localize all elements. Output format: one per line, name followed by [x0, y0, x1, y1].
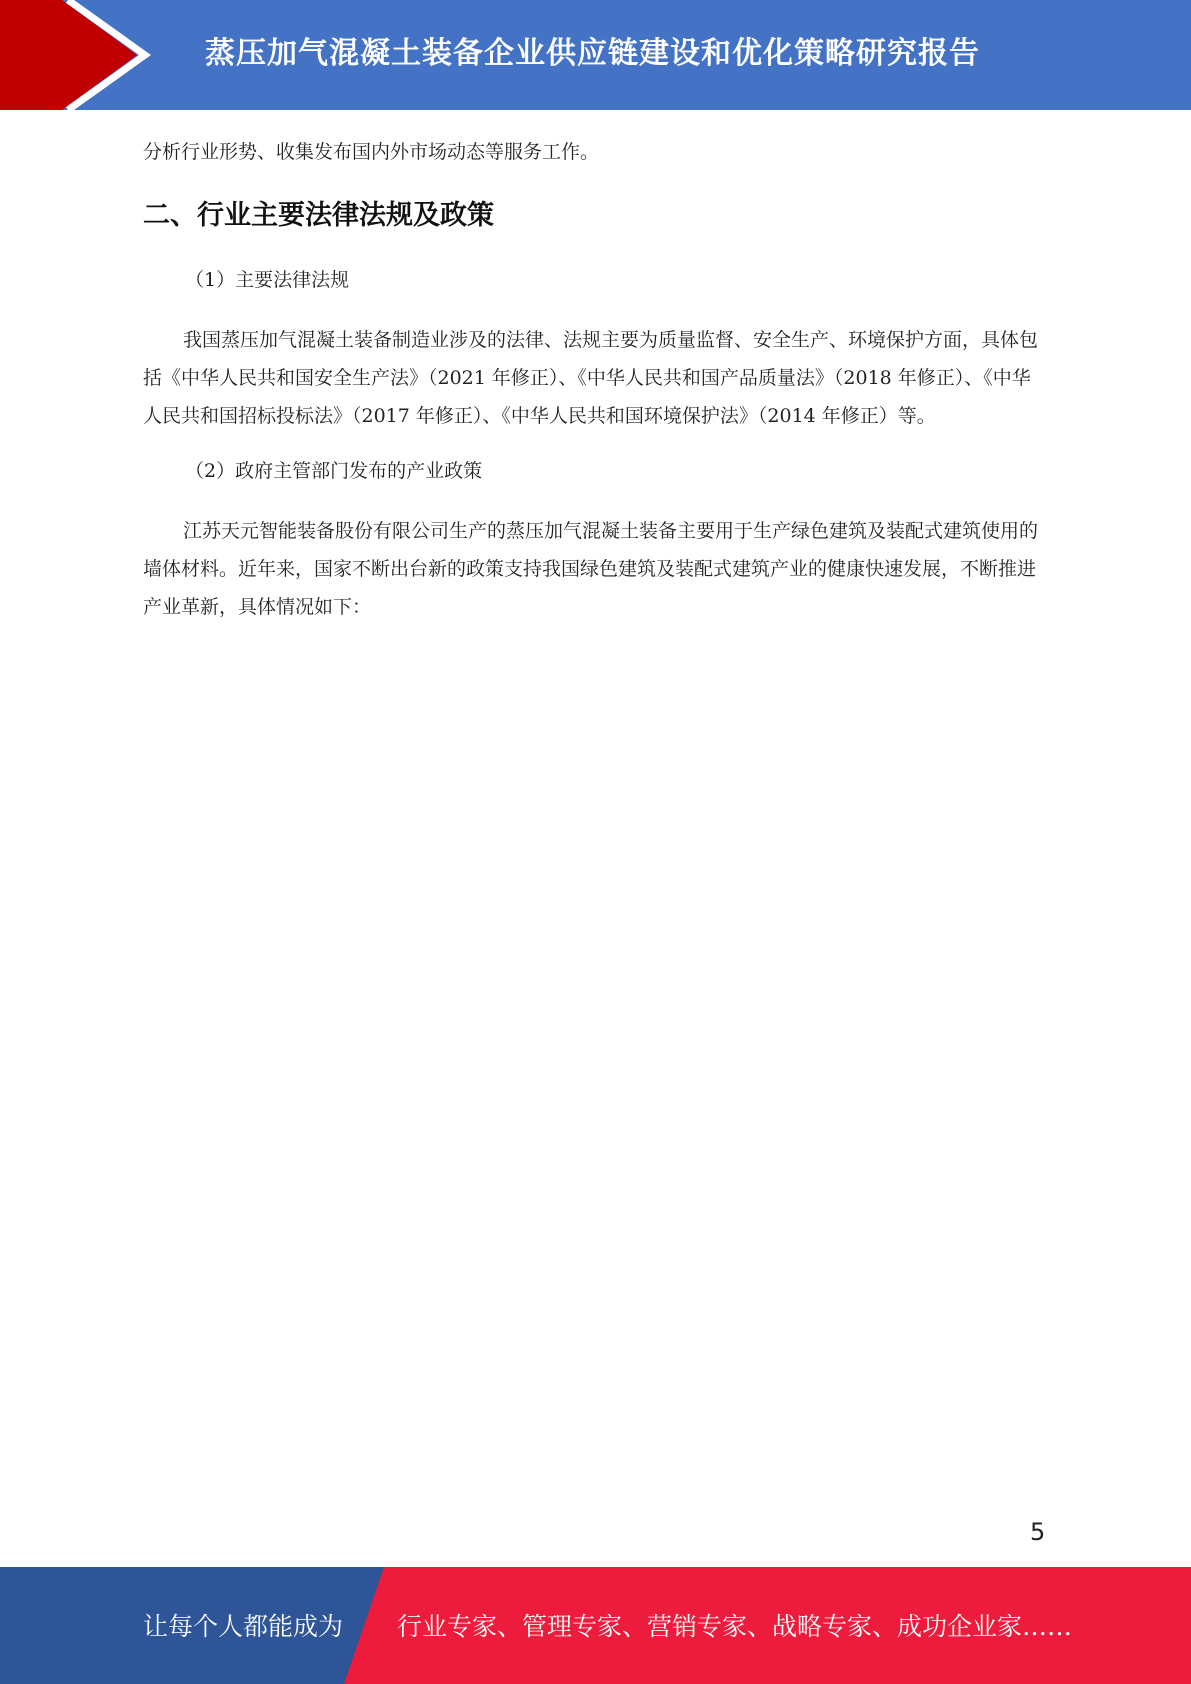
footer-slogan-right: 行业专家、管理专家、营销专家、战略专家、成功企业家……	[397, 1612, 1073, 1641]
footer-slogan-left: 让每个人都能成为	[143, 1612, 344, 1641]
report-title: 蒸压加气混凝土装备企业供应链建设和优化策略研究报告	[205, 36, 980, 71]
policies-paragraph: 江苏天元智能装备股份有限公司生产的蒸压加气混凝土装备主要用于生产绿色建筑及装配式建筑使用的墙体材料。近年来，国家不断出台新的政策支持我国绿色建筑及装配式建筑产业的健康快速发展，不断推进产业革新，具体情况如下：	[143, 520, 1039, 618]
section-heading: 二、行业主要法律法规及政策	[143, 200, 494, 231]
subsection-title-laws: （1）主要法律法规	[185, 269, 350, 291]
page-header	[0, 0, 1191, 110]
laws-paragraph: 我国蒸压加气混凝土装备制造业涉及的法律、法规主要为质量监督、安全生产、环境保护方面，具体包括《中华人民共和国安全生产法》（2021 年修正）、《中华人民共和国产品质量法》（2018 年修正）、《中华人民共和国招标投标法》（2017 年修正）、《中华人民共和国环境保护法》（2014 年修正）等。	[143, 329, 1039, 427]
page-number: 5	[1030, 1518, 1046, 1546]
page-footer	[0, 1567, 1191, 1684]
chevron-arrow-icon	[0, 0, 160, 110]
page-content	[143, 133, 1048, 626]
intro-paragraph: 分析行业形势、收集发布国内外市场动态等服务工作。	[143, 141, 600, 163]
subsection-title-policies: （2）政府主管部门发布的产业政策	[185, 460, 483, 482]
